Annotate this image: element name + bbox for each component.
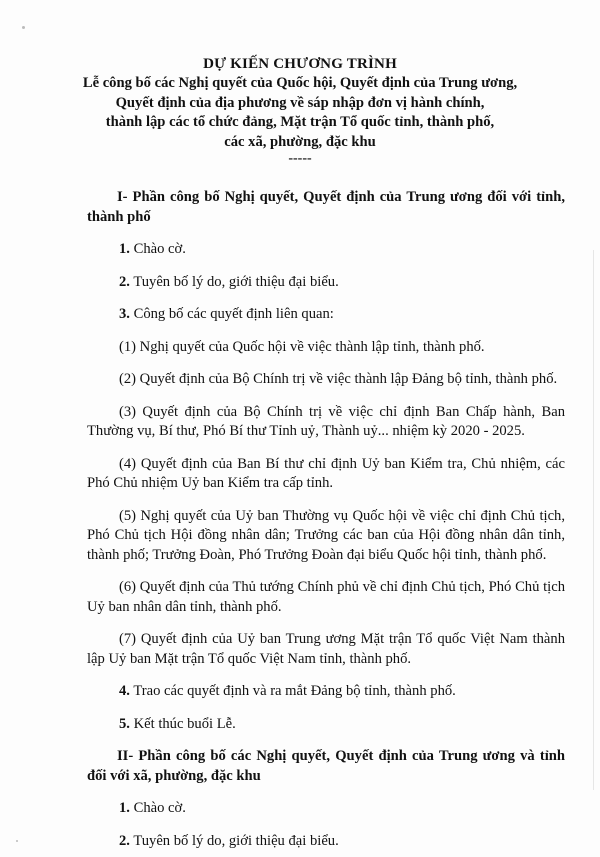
item-text: Kết thúc buổi Lễ. xyxy=(129,715,236,732)
section-1-title: I- Phần công bố Nghị quyết, Quyết định của Trung ương đối với tỉnh, thành phố xyxy=(87,189,565,225)
item-number: 1. xyxy=(119,241,130,257)
document-header xyxy=(0,55,600,166)
section-1-item xyxy=(87,305,565,325)
item-text: Công bố các quyết định liên quan: xyxy=(129,306,334,322)
decision-item: (4) Quyết định của Ban Bí thư chỉ định Uỷ ban Kiểm tra, Chủ nhiệm, các Phó Chủ nhiệm Uỷ ban Kiểm tra cấp tỉnh. xyxy=(87,455,565,491)
item-number: 1. xyxy=(119,800,130,816)
subtitle-line: Quyết định của địa phương về sáp nhập đơn vị hành chính, xyxy=(115,94,485,111)
item-number: 2. xyxy=(119,273,130,290)
item-number: 5. xyxy=(119,715,130,732)
section-1-item xyxy=(87,240,565,260)
item-text: Tuyên bố lý do, giới thiệu đại biểu. xyxy=(129,832,339,849)
decision-item: (5) Nghị quyết của Uỷ ban Thường vụ Quốc hội về việc chỉ định Chủ tịch, Phó Chủ tịch Hội đồng nhân dân; Trưởng các ban của Hội đồng nhân dân tỉnh, thành phố; Trưởng Đoàn, Phó Trưởng Đoàn đại biểu Quốc hội tỉnh, thành phố. xyxy=(87,507,565,563)
item-number: 2. xyxy=(119,832,130,849)
subtitle-line: các xã, phường, đặc khu xyxy=(224,133,376,150)
decision-item: (3) Quyết định của Bộ Chính trị về việc chỉ định Ban Chấp hành, Ban Thường vụ, Bí thư, Phó Bí thư Tỉnh uỷ, Thành uỷ... nhiệm kỳ 2020 - 2025. xyxy=(87,403,565,439)
decision-item: (1) Nghị quyết của Quốc hội về việc thành lập tỉnh, thành phố. xyxy=(119,338,485,355)
section-1-item xyxy=(87,715,565,735)
decision-item: (6) Quyết định của Thủ tướng Chính phủ về chỉ định Chủ tịch, Phó Chủ tịch Uỷ ban nhân dân tỉnh, thành phố. xyxy=(87,579,565,615)
item-text: Tuyên bố lý do, giới thiệu đại biểu. xyxy=(129,273,339,290)
item-number: 4. xyxy=(119,683,130,699)
section-1-item xyxy=(87,682,565,702)
subtitle-line: thành lập các tổ chức đảng, Mặt trận Tổ quốc tỉnh, thành phố, xyxy=(105,114,495,130)
scan-edge-line xyxy=(593,250,594,790)
section-1-item xyxy=(87,273,565,293)
section-2-item xyxy=(87,799,565,819)
item-text: Chào cờ. xyxy=(129,241,186,257)
document-body xyxy=(87,188,565,851)
title-separator: ----- xyxy=(288,151,312,166)
section-2-title: II- Phần công bố các Nghị quyết, Quyết định của Trung ương và tỉnh đối với xã, phường, đặc khu xyxy=(87,748,565,784)
scan-speck xyxy=(22,26,25,29)
item-text: Chào cờ. xyxy=(129,800,186,816)
document-title: DỰ KIẾN CHƯƠNG TRÌNH xyxy=(203,56,397,72)
scan-speck xyxy=(16,840,18,842)
decision-item: (2) Quyết định của Bộ Chính trị về việc thành lập Đảng bộ tỉnh, thành phố. xyxy=(119,371,558,387)
item-text: Trao các quyết định và ra mắt Đảng bộ tỉnh, thành phố. xyxy=(129,683,456,699)
item-number: 3. xyxy=(119,306,130,322)
decision-item: (7) Quyết định của Uỷ ban Trung ương Mặt trận Tổ quốc Việt Nam thành lập Uỷ ban Mặt trận Tổ quốc Việt Nam tỉnh, thành phố. xyxy=(87,631,565,667)
section-2-item xyxy=(87,832,565,852)
subtitle-line: Lễ công bố các Nghị quyết của Quốc hội, Quyết định của Trung ương, xyxy=(82,75,518,91)
